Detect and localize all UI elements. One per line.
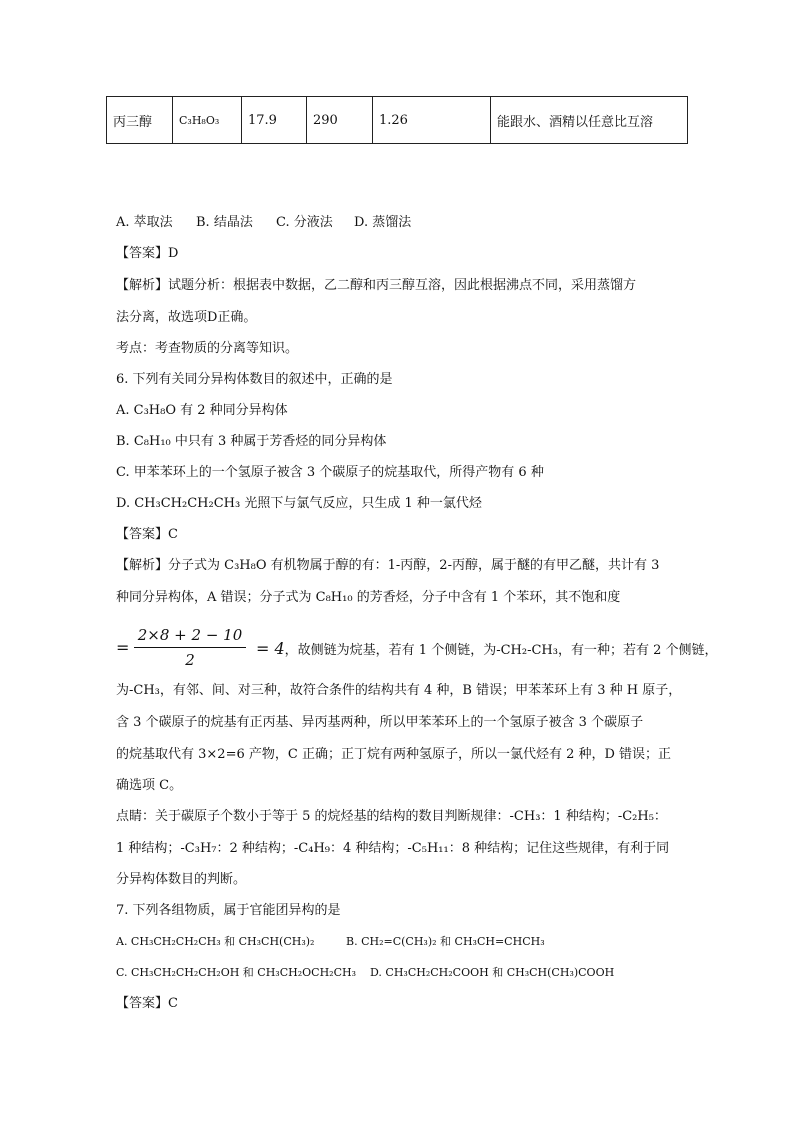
q6-analysis-line: 含 3 个碳原子的烷基有正丙基、异丙基两种，所以甲苯苯环上的一个氢原子被含 3 个碳原子 — [116, 715, 644, 730]
q7-options-cd — [116, 963, 614, 983]
table-cell-solubility: 能跟水、酒精以任意比互溶 — [491, 97, 688, 144]
q6-dianjing-line: 点睛：关于碳原子个数小于等于 5 的烷烃基的结构的数目判断规律：-CH₃：1 种结构；-C₂H₅： — [116, 809, 667, 824]
table-cell-boiling-point: 290 — [307, 97, 373, 144]
table-cell-density: 1.26 — [373, 97, 491, 144]
unsaturation-fraction — [134, 626, 246, 669]
q6-analysis-line: 为-CH₃，有邻、间、对三种，故符合条件的结构共有 4 种，B 错误；甲苯苯环上有 3 种 H 原子， — [116, 683, 682, 698]
q5-option-a: A. 萃取法 — [116, 215, 173, 230]
q6-option-c: C. 甲苯苯环上的一个氢原子被含 3 个碳原子的烷基取代，所得产物有 6 种 — [116, 465, 544, 480]
q5-options — [116, 213, 411, 233]
q7-options-ab — [116, 932, 545, 952]
table-cell-formula: C₃H₈O₃ — [173, 97, 242, 144]
fraction-denominator: 2 — [185, 651, 195, 669]
q5-option-c: C. 分液法 — [276, 215, 333, 230]
q6-analysis-line: 的烷基取代有 3×2=6 产物，C 正确；正丁烷有两种氢原子，所以一氯代烃有 2 种，D 错误；正 — [116, 747, 672, 762]
q5-option-b: B. 结晶法 — [196, 215, 253, 230]
q5-kaodian: 考点：考查物质的分离等知识。 — [116, 341, 299, 356]
formula-equals-sign: = — [116, 638, 130, 657]
q7-option-c: C. CH₃CH₂CH₂CH₂OH 和 CH₃CH₂OCH₂CH₃ — [116, 966, 356, 979]
fraction-numerator: 2×8 + 2 − 10 — [134, 626, 246, 648]
q7-option-a: A. CH₃CH₂CH₂CH₃ 和 CH₃CH(CH₃)₂ — [116, 935, 315, 948]
q6-analysis-line: 【解析】分子式为 C₃H₈O 有机物属于醇的有：1-丙醇，2-丙醇，属于醚的有甲乙醚，共计有 3 — [116, 558, 660, 573]
q6-option-a: A. C₃H₈O 有 2 种同分异构体 — [116, 403, 288, 418]
q6-dianjing-line: 1 种结构；-C₃H₇：2 种结构；-C₄H₉：4 种结构；-C₅H₁₁：8 种结构；记住这些规律，有利于同 — [116, 841, 670, 856]
property-table — [106, 96, 688, 144]
q6-answer: 【答案】C — [116, 527, 178, 542]
formula-result: = 4 — [256, 639, 285, 658]
q7-answer: 【答案】C — [116, 996, 178, 1011]
q6-analysis-line: ，故侧链为烷基，若有 1 个侧链，为-CH₂-CH₃，有一种；若有 2 个侧链， — [284, 643, 718, 658]
q5-option-d: D. 蒸馏法 — [354, 215, 412, 230]
q6-stem: 6. 下列有关同分异构体数目的叙述中，正确的是 — [116, 372, 393, 387]
q5-analysis-line: 【解析】试题分析：根据表中数据，乙二醇和丙三醇互溶，因此根据沸点不同，采用蒸馏方 — [116, 278, 637, 293]
q5-analysis-line: 法分离，故选项D正确。 — [116, 310, 257, 325]
q6-option-b: B. C₈H₁₀ 中只有 3 种属于芳香烃的同分异构体 — [116, 434, 387, 449]
q7-option-d: D. CH₃CH₂CH₂COOH 和 CH₃CH(CH₃)COOH — [370, 966, 615, 979]
q6-dianjing-line: 分异构体数目的判断。 — [116, 872, 247, 887]
table-cell-melting-point: 17.9 — [242, 97, 307, 144]
formula-continuation — [256, 639, 718, 658]
q7-stem: 7. 下列各组物质，属于官能团异构的是 — [116, 903, 341, 918]
q7-option-b: B. CH₂=C(CH₃)₂ 和 CH₃CH=CHCH₃ — [346, 935, 545, 948]
q5-answer: 【答案】D — [116, 246, 179, 261]
q6-analysis-line: 种同分异构体，A 错误；分子式为 C₈H₁₀ 的芳香烃，分子中含有 1 个苯环，其不饱和度 — [116, 590, 621, 605]
table-row — [107, 97, 688, 144]
q6-analysis-line: 确选项 C。 — [116, 778, 183, 793]
q6-option-d: D. CH₃CH₂CH₂CH₃ 光照下与氯气反应，只生成 1 种一氯代烃 — [116, 496, 482, 511]
table-cell-name: 丙三醇 — [107, 97, 173, 144]
